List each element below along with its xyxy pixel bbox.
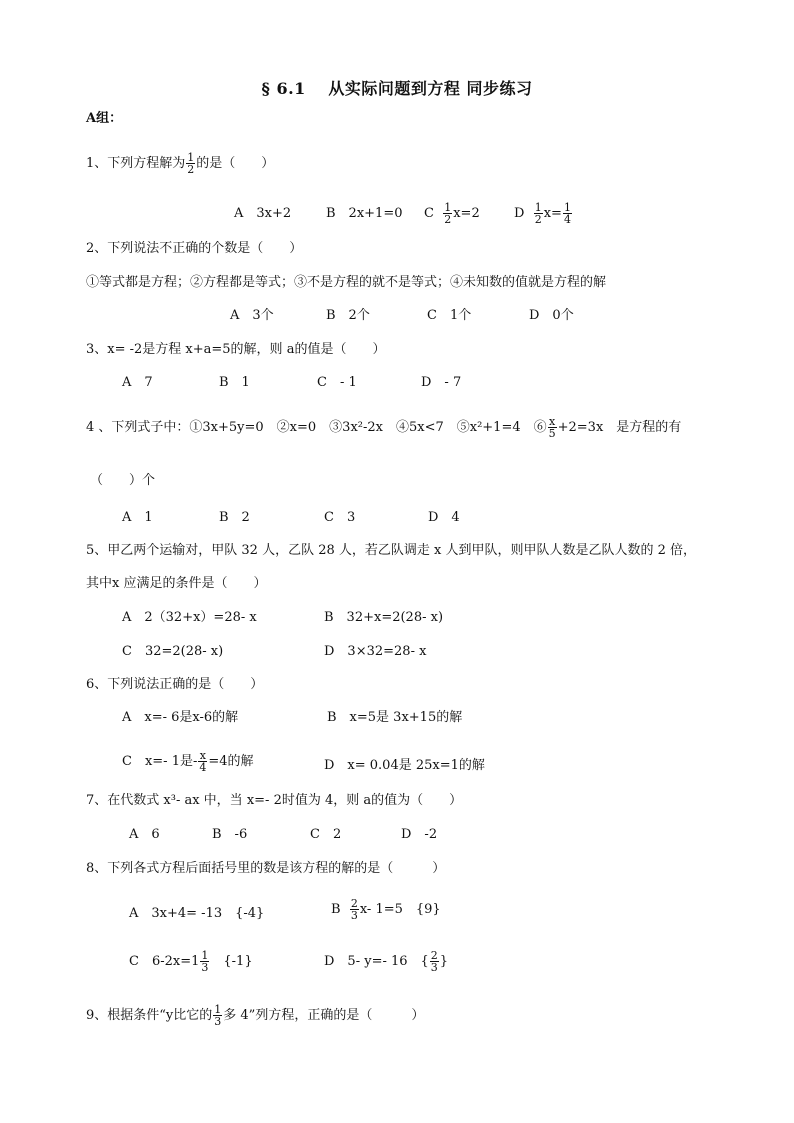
question-2: 2、下列说法不正确的个数是（ ） (86, 241, 303, 256)
q1-stem: 1、下列方程解为 (86, 156, 186, 171)
question-3: 3、x= -2是方程 x+a=5的解，则 a的值是（ ） (86, 342, 386, 357)
option-c: C 1个 (427, 308, 472, 323)
question-6: 6、下列说法正确的是（ ） (86, 677, 264, 692)
option-d: D 4 (428, 510, 460, 525)
question-8: 8、下列各式方程后面括号里的数是该方程的解的是（ ） (86, 861, 446, 876)
q7-options (0, 827, 794, 847)
q4-stem-cont: （ ）个 (90, 473, 156, 488)
q9-stem: 9、根据条件“y比它的 (86, 1008, 213, 1023)
option-b: B x=5是 3x+15的解 (327, 710, 463, 725)
q3-options (0, 375, 794, 395)
option-a: A 3个 (230, 308, 274, 323)
fraction: $\frac{1}{3}$ (214, 1003, 222, 1028)
q9-stem-end: 多 4”列方程，正确的是（ ） (223, 1008, 425, 1023)
q8-options-row2 (0, 950, 794, 980)
option-c: C 2 (310, 827, 342, 842)
option-c: C 32=2(28- x) (122, 644, 224, 659)
option-d: D 3×32=28- x (324, 644, 427, 659)
option-d: D x= 0.04是 25x=1的解 (324, 758, 485, 773)
fraction: $\frac{1}{2}$ (187, 151, 195, 176)
option-a: A 7 (122, 375, 153, 390)
option-b: B 2个 (326, 308, 370, 323)
option-b: B 1 (219, 375, 250, 390)
section-label: A组： (86, 111, 123, 126)
option-c: C x=- 1是- $\frac{x}{4}$ =4的解 (122, 749, 254, 774)
option-c: C 3 (324, 510, 356, 525)
q2-statements: ①等式都是方程；②方程都是等式；③不是方程的就不是等式；④未知数的值就是方程的解 (86, 275, 607, 290)
q1-options (0, 202, 794, 232)
page-title: § 6.1 从实际问题到方程 同步练习 (261, 79, 533, 98)
option-a: A 2（32+x）=28- x (122, 610, 257, 625)
option-a: A 6 (129, 827, 160, 842)
option-b: B 32+x=2(28- x) (324, 610, 444, 625)
option-a: A 3x+2 (234, 206, 292, 221)
q4-stem-end: +2=3x 是方程的有 (557, 420, 682, 435)
q5-options-row2 (0, 644, 794, 664)
question-7: 7、在代数式 x³- ax 中，当 x=- 2时值为 4，则 a的值为（ ） (86, 793, 463, 808)
option-c: C - 1 (317, 375, 357, 390)
option-c: C 6-2x=1 $\frac{1}{3}$ {-1} (129, 949, 253, 974)
option-b: B $\frac{2}{3}$ x- 1=5 {9} (331, 897, 441, 922)
question-5: 5、甲乙两个运输对，甲队 32 人，乙队 28 人，若乙队调走 x 人到甲队，则甲队人数是乙队人数的 2 倍， (86, 543, 697, 558)
option-a: A 1 (122, 510, 153, 525)
option-d: D $\frac{1}{2}$ x= $\frac{1}{4}$ (514, 201, 571, 226)
question-1 (86, 152, 274, 175)
q5-options-row1 (0, 610, 794, 630)
q4-options (0, 510, 794, 530)
question-4 (86, 416, 681, 439)
option-d: D 5- y=- 16 { $\frac{2}{3}$ } (324, 949, 449, 974)
q6-options-row1 (0, 710, 794, 730)
fraction: $\frac{x}{5}$ (548, 415, 556, 440)
option-d: D -2 (401, 827, 438, 842)
q6-options-row2 (0, 750, 794, 780)
option-a: A x=- 6是x-6的解 (122, 710, 239, 725)
option-d: D 0个 (529, 308, 574, 323)
option-b: B -6 (212, 827, 248, 842)
option-b: B 2x+1=0 (326, 206, 403, 221)
option-c: C $\frac{1}{2}$ x=2 (424, 201, 480, 226)
option-d: D - 7 (421, 375, 462, 390)
q2-options (0, 308, 794, 328)
q8-options-row1 (0, 898, 794, 928)
question-9 (86, 1004, 424, 1027)
q5-stem-cont: 其中x 应满足的条件是（ ） (86, 576, 267, 591)
q4-stem: 4 、下列式子中：①3x+5y=0 ②x=0 ③3x²-2x ④5x<7 ⑤x²+1=4 ⑥ (86, 420, 547, 435)
option-a: A 3x+4= -13 {-4} (129, 906, 265, 921)
q1-stem-end: 的是（ ） (196, 156, 275, 171)
option-b: B 2 (219, 510, 250, 525)
